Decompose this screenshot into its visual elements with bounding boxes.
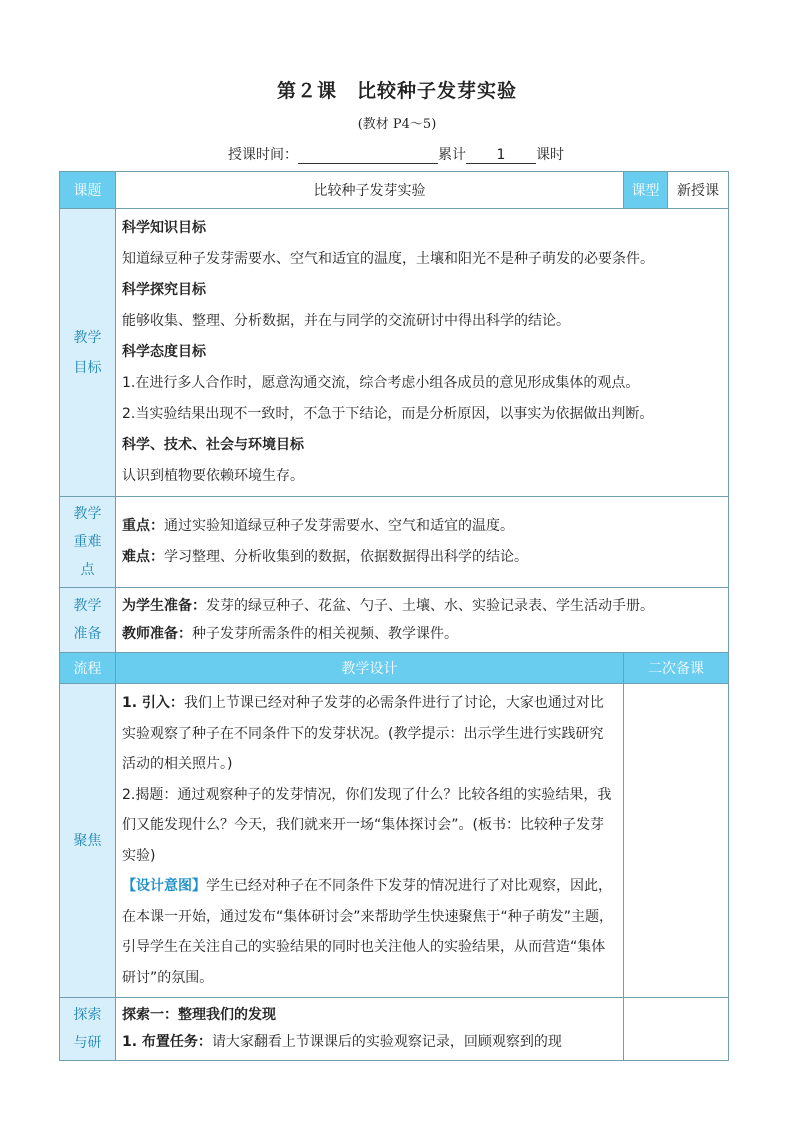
- knowledge-title: 科学知识目标: [122, 220, 206, 236]
- attitude-title: 科学态度目标: [122, 344, 206, 360]
- knowledge-text: 知道绿豆种子发芽需要水、空气和适宜的温度，土壤和阳光不是种子萌发的必要条件。: [122, 251, 654, 267]
- focus-content: [116, 684, 624, 998]
- key-points-content: [116, 497, 729, 588]
- difficulty-label: 难点：: [122, 549, 164, 565]
- goals-label: 教学目标: [60, 209, 116, 497]
- focus-intro-label: 1. 引入：: [122, 695, 184, 711]
- explore-second-prep-cell: [624, 998, 729, 1061]
- key-point-text: 通过实验知道绿豆种子发芽需要水、空气和适宜的温度。: [164, 518, 514, 534]
- goals-content: [116, 209, 729, 497]
- topic-row: [60, 172, 729, 209]
- focus-reveal-text: 2.揭题：通过观察种子的发芽情况，你们发现了什么？比较各组的实验结果，我们又能发现什么？今天，我们就来开一场“集体探讨会”。(板书：比较种子发芽实验): [122, 786, 612, 864]
- lesson-time-line: [228, 144, 564, 164]
- inquiry-title: 科学探究目标: [122, 282, 206, 298]
- sts-title: 科学、技术、社会与环境目标: [122, 437, 304, 453]
- type-label: 课型: [624, 172, 668, 209]
- teacher-prep-text: 种子发芽所需条件的相关视频、教学课件。: [192, 626, 458, 642]
- time-label: 授课时间：: [228, 147, 298, 163]
- teacher-prep-label: 教师准备：: [122, 626, 192, 642]
- topic-value: 比较种子发芽实验: [116, 172, 624, 209]
- explore-task-text: 请大家翻看上节课课后的实验观察记录，回顾观察到的现: [211, 1034, 562, 1050]
- difficulty-text: 学习整理、分析收集到的数据，依据数据得出科学的结论。: [164, 549, 528, 565]
- design-intent-label: 【设计意图】: [122, 878, 206, 894]
- preparation-label: 教学准备: [60, 588, 116, 653]
- page-subtitle: (教材 P4～5): [357, 117, 437, 132]
- sts-text: 认识到植物要依赖环境生存。: [122, 468, 304, 484]
- key-points-row: [60, 497, 729, 588]
- student-prep-text: 发芽的绿豆种子、花盆、勺子、土壤、水、实验记录表、学生活动手册。: [206, 598, 654, 614]
- total-label: 累计: [438, 147, 466, 163]
- preparation-row: [60, 588, 729, 653]
- flow-label: 流程: [60, 653, 116, 684]
- type-value: 新授课: [668, 172, 729, 209]
- explore-task-label: 1. 布置任务：: [122, 1034, 212, 1050]
- explore-row: [60, 998, 729, 1061]
- design-label: 教学设计: [116, 653, 624, 684]
- student-prep-label: 为学生准备：: [122, 598, 206, 614]
- lesson-plan-table: [59, 171, 729, 1061]
- topic-label: 课题: [60, 172, 116, 209]
- key-point-label: 重点：: [122, 518, 164, 534]
- flow-header-row: [60, 653, 729, 684]
- focus-second-prep-cell: [624, 684, 729, 998]
- explore-title: 探索一：整理我们的发现: [122, 1007, 276, 1023]
- explore-label: 探索与研: [60, 998, 116, 1061]
- inquiry-text: 能够收集、整理、分析数据，并在与同学的交流研讨中得出科学的结论。: [122, 313, 570, 329]
- goals-row: [60, 209, 729, 497]
- second-prep-label: 二次备课: [624, 653, 729, 684]
- time-blank: [298, 147, 438, 164]
- focus-intro-text: 我们上节课已经对种子发芽的必需条件进行了讨论，大家也通过对比实验观察了种子在不同条件下的发芽状况。(教学提示：出示学生进行实践研究活动的相关照片。): [122, 695, 604, 772]
- page-title: 第２课 比较种子发芽实验: [276, 80, 517, 102]
- unit-label: 课时: [536, 147, 564, 163]
- preparation-content: [116, 588, 729, 653]
- attitude-item-1: 1.在进行多人合作时，愿意沟通交流，综合考虑小组各成员的意见形成集体的观点。: [122, 375, 640, 391]
- attitude-item-2: 2.当实验结果出现不一致时，不急于下结论，而是分析原因，以事实为依据做出判断。: [122, 406, 654, 422]
- focus-row: [60, 684, 729, 998]
- design-intent-text: 学生已经对种子在不同条件下发芽的情况进行了对比观察，因此，在本课一开始，通过发布“集体研讨会”来帮助学生快速聚焦于“种子萌发”主题，引导学生在关注自己的实验结果的同时也关注他人的实验结果，从而营造“集体研讨”的氛围。: [122, 878, 614, 986]
- key-points-label: 教学重难点: [60, 497, 116, 588]
- explore-content: [116, 998, 624, 1061]
- focus-label: 聚焦: [60, 684, 116, 998]
- count-value: 1: [466, 147, 536, 164]
